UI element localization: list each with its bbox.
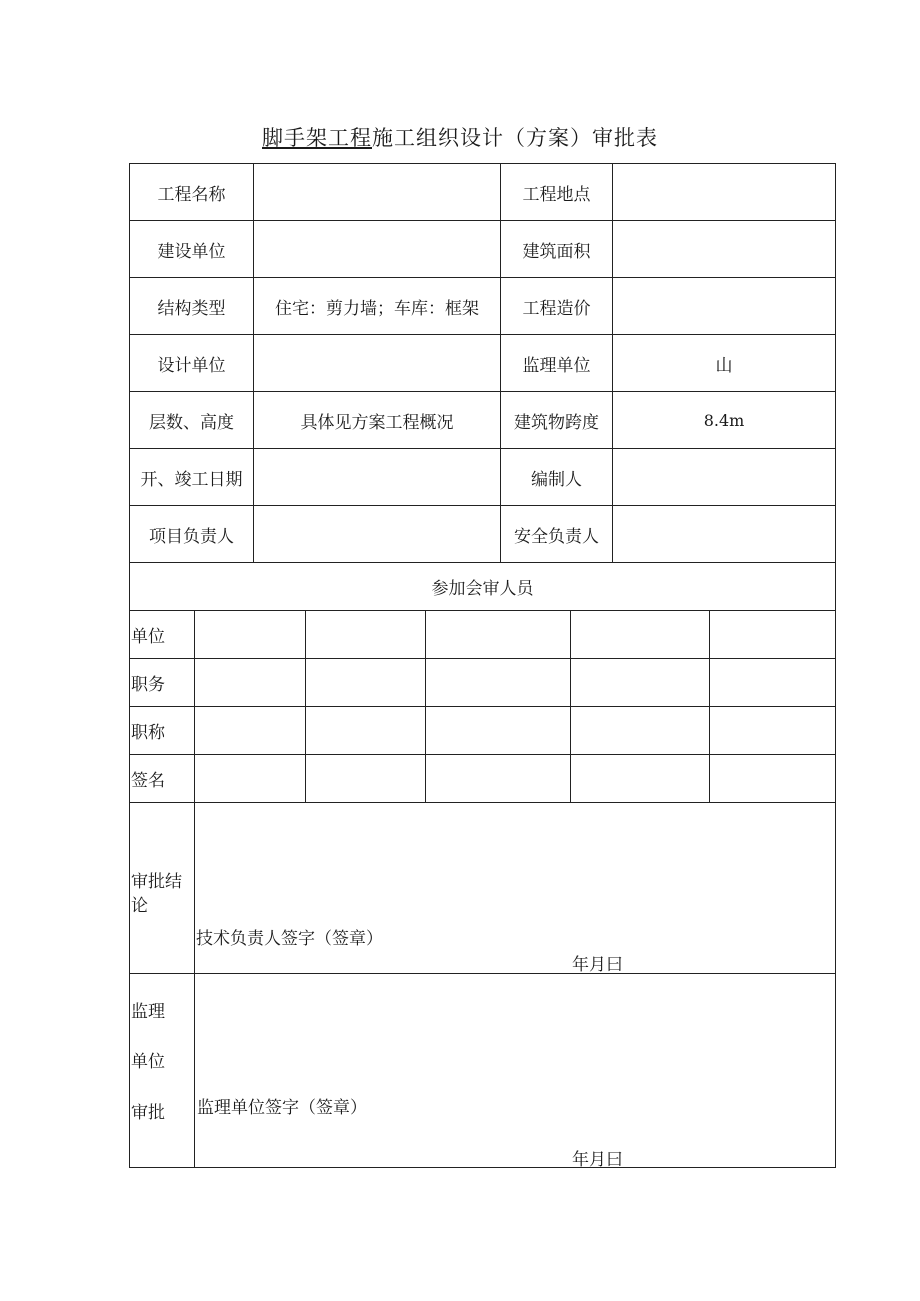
info-value[interactable] bbox=[613, 221, 836, 278]
supervision-content-cell[interactable] bbox=[195, 974, 836, 1168]
supervision-date: 年月曰 bbox=[572, 1150, 623, 1170]
info-label: 工程名称 bbox=[130, 164, 254, 221]
participant-cell[interactable] bbox=[426, 611, 571, 659]
approval-label-cell bbox=[130, 803, 195, 974]
info-row bbox=[130, 506, 836, 563]
info-value[interactable] bbox=[613, 506, 836, 563]
participant-row bbox=[130, 611, 836, 659]
supervision-row bbox=[130, 974, 836, 1168]
participant-cell[interactable] bbox=[306, 659, 426, 707]
participant-row-label: 职务 bbox=[130, 659, 195, 707]
project-info-table bbox=[129, 163, 836, 563]
approval-date: 年月曰 bbox=[572, 955, 623, 975]
participant-cell[interactable] bbox=[710, 611, 836, 659]
participant-cell[interactable] bbox=[571, 707, 710, 755]
supervision-label-line1: 监理 bbox=[131, 1002, 165, 1022]
info-label: 建设单位 bbox=[130, 221, 254, 278]
info-value[interactable] bbox=[254, 335, 501, 392]
info-row bbox=[130, 164, 836, 221]
participant-cell[interactable] bbox=[710, 659, 836, 707]
info-value[interactable] bbox=[613, 164, 836, 221]
approval-label-line1: 审批结 bbox=[131, 872, 182, 892]
info-label: 开、竣工日期 bbox=[130, 449, 254, 506]
participant-cell[interactable] bbox=[571, 611, 710, 659]
supervision-signature: 监理单位签字（签章） bbox=[197, 1098, 367, 1118]
info-label: 安全负责人 bbox=[501, 506, 613, 563]
participants-header-row bbox=[130, 563, 836, 611]
participant-cell[interactable] bbox=[306, 611, 426, 659]
supervision-label-line2: 单位 bbox=[131, 1052, 165, 1072]
info-value[interactable] bbox=[254, 221, 501, 278]
info-label: 层数、高度 bbox=[130, 392, 254, 449]
info-value[interactable] bbox=[613, 449, 836, 506]
approval-label-line2: 论 bbox=[131, 896, 148, 916]
info-value[interactable]: 具体见方案工程概况 bbox=[254, 392, 501, 449]
info-value[interactable]: 住宅：剪力墙；车库：框架 bbox=[254, 278, 501, 335]
info-label: 设计单位 bbox=[130, 335, 254, 392]
participant-cell[interactable] bbox=[306, 707, 426, 755]
participant-row-label: 单位 bbox=[130, 611, 195, 659]
participant-cell[interactable] bbox=[571, 659, 710, 707]
participant-row-label: 职称 bbox=[130, 707, 195, 755]
participant-row bbox=[130, 659, 836, 707]
participant-cell[interactable] bbox=[571, 755, 710, 803]
page-title bbox=[0, 122, 920, 152]
participant-row bbox=[130, 755, 836, 803]
participant-cell[interactable] bbox=[426, 755, 571, 803]
participants-header: 参加会审人员 bbox=[130, 563, 836, 611]
info-value[interactable]: 山 bbox=[613, 335, 836, 392]
info-label: 结构类型 bbox=[130, 278, 254, 335]
info-label: 项目负责人 bbox=[130, 506, 254, 563]
info-row bbox=[130, 449, 836, 506]
participant-cell[interactable] bbox=[710, 707, 836, 755]
info-label: 工程造价 bbox=[501, 278, 613, 335]
participant-cell[interactable] bbox=[195, 755, 306, 803]
info-label: 编制人 bbox=[501, 449, 613, 506]
participant-cell[interactable] bbox=[306, 755, 426, 803]
participant-cell[interactable] bbox=[195, 659, 306, 707]
participant-cell[interactable] bbox=[195, 707, 306, 755]
review-table bbox=[129, 562, 836, 1168]
approval-row bbox=[130, 803, 836, 974]
info-label: 建筑物跨度 bbox=[501, 392, 613, 449]
info-row bbox=[130, 278, 836, 335]
info-row bbox=[130, 392, 836, 449]
supervision-label-line3: 审批 bbox=[131, 1103, 165, 1123]
participant-cell[interactable] bbox=[426, 707, 571, 755]
participant-cell[interactable] bbox=[710, 755, 836, 803]
info-value[interactable] bbox=[254, 506, 501, 563]
participant-row-label: 签名 bbox=[130, 755, 195, 803]
title-underlined: 脚手架工程 bbox=[262, 126, 372, 150]
info-value[interactable]: 8.4m bbox=[613, 392, 836, 449]
approval-signature: 技术负责人签字（签章） bbox=[196, 929, 383, 949]
info-value[interactable] bbox=[613, 278, 836, 335]
info-row bbox=[130, 221, 836, 278]
supervision-label-cell bbox=[130, 974, 195, 1168]
info-row bbox=[130, 335, 836, 392]
participant-cell[interactable] bbox=[195, 611, 306, 659]
info-label: 建筑面积 bbox=[501, 221, 613, 278]
info-value[interactable] bbox=[254, 164, 501, 221]
info-label: 工程地点 bbox=[501, 164, 613, 221]
participant-row bbox=[130, 707, 836, 755]
info-label: 监理单位 bbox=[501, 335, 613, 392]
approval-content-cell[interactable] bbox=[195, 803, 836, 974]
participant-cell[interactable] bbox=[426, 659, 571, 707]
info-value[interactable] bbox=[254, 449, 501, 506]
title-rest: 施工组织设计（方案）审批表 bbox=[372, 126, 658, 150]
